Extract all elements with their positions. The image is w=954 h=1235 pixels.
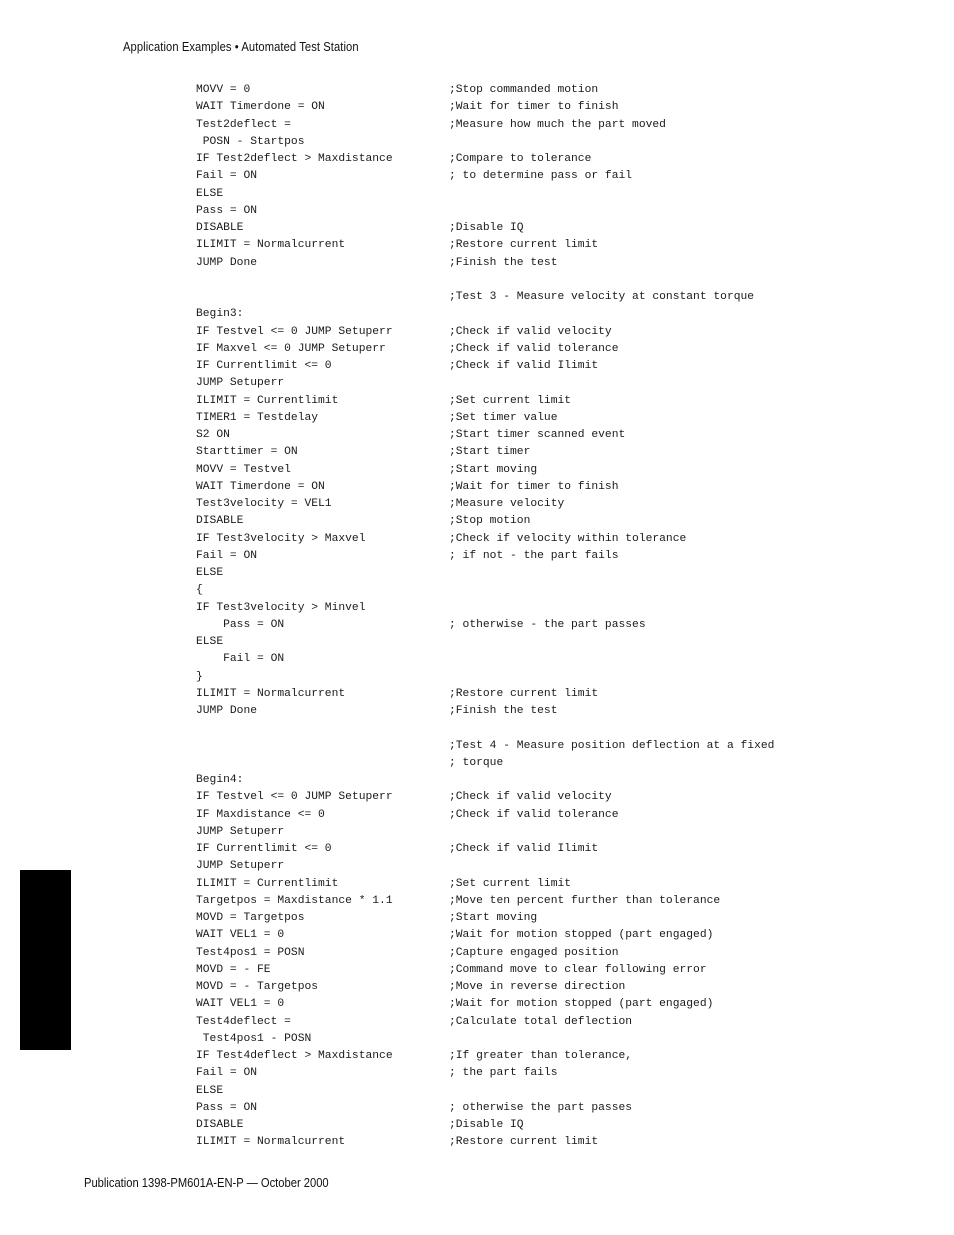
code-statement: ILIMIT = Normalcurrent [196,687,346,700]
code-line [196,237,836,254]
code-comment: ;Command move to clear following error [449,963,707,976]
code-line [196,807,836,824]
chapter-tab-marker [20,870,71,1050]
code-statement: DISABLE [196,1119,244,1131]
code-line [196,427,836,444]
code-comment: ;Disable IQ [449,222,524,234]
code-statement: IF Test3velocity > Minvel [196,601,366,614]
code-statement: WAIT VEL1 = 0 [196,929,285,942]
code-line [196,600,836,617]
code-comment: ;Capture engaged position [449,946,619,959]
code-statement: ELSE [196,636,224,648]
code-statement: Test4pos1 = POSN [196,946,305,959]
code-comment: ; otherwise - the part passes [449,618,646,631]
code-comment: ;Restore current limit [449,1136,599,1149]
code-statement: Begin4: [196,774,244,786]
code-comment: ;Check if valid Ilimit [449,360,599,372]
code-line [196,772,836,789]
code-statement: IF Testvel <= 0 JUMP Setuperr [196,791,393,804]
code-statement: Test3velocity = VEL1 [196,498,332,510]
code-comment: ;Check if velocity within tolerance [449,532,687,545]
code-statement: S2 ON [196,429,230,441]
code-statement: ILIMIT = Currentlimit [196,877,339,890]
code-line [196,324,836,341]
code-line [196,496,836,513]
code-line [196,996,836,1013]
code-line [196,927,836,944]
code-statement: Fail = ON [196,653,285,666]
code-line [196,876,836,893]
code-comment: ;Check if valid tolerance [449,342,619,355]
code-line [196,1083,836,1100]
code-comment: ;Measure how much the part moved [449,118,666,131]
code-line [196,1065,836,1082]
code-line [196,289,836,306]
code-statement: IF Test4deflect > Maxdistance [196,1050,393,1062]
code-statement: ELSE [196,187,224,200]
code-statement: MOVV = Testvel [196,463,291,476]
code-statement: MOVV = 0 [196,84,251,96]
code-line [196,634,836,651]
code-line [196,410,836,427]
code-comment: ;Wait for motion stopped (part engaged) [449,929,714,942]
code-comment: ;Stop motion [449,515,531,528]
code-comment: ;Check if valid tolerance [449,808,619,821]
code-statement: Starttimer = ON [196,446,298,459]
code-comment: ;Restore current limit [449,687,599,700]
code-comment: ;Wait for motion stopped (part engaged) [449,998,714,1011]
code-line [196,358,836,375]
code-line [196,841,836,858]
code-comment: ;Set current limit [449,877,572,890]
code-line [196,548,836,565]
code-statement: ILIMIT = Currentlimit [196,394,339,407]
code-line [196,393,836,410]
code-statement: WAIT Timerdone = ON [196,101,325,114]
code-comment: ;Start moving [449,912,538,924]
code-line [196,99,836,116]
code-line [196,134,836,151]
code-comment: ;Measure velocity [449,498,565,510]
code-statement: IF Test2deflect > Maxdistance [196,153,393,165]
code-statement: DISABLE [196,515,244,528]
code-line [196,1134,836,1151]
code-comment: ;Wait for timer to finish [449,480,619,493]
code-line [196,565,836,582]
code-line [196,1100,836,1117]
code-line [196,513,836,530]
code-line [196,945,836,962]
code-line [196,151,836,168]
code-line [196,1031,836,1048]
code-comment: ;Test 3 - Measure velocity at constant torque [449,291,755,303]
code-statement: IF Test3velocity > Maxvel [196,532,366,545]
code-comment: ;Start moving [449,463,538,476]
code-statement: Targetpos = Maxdistance * 1.1 [196,894,393,907]
code-statement: JUMP Done [196,705,258,717]
code-line [196,220,836,237]
code-statement: TIMER1 = Testdelay [196,411,319,424]
code-comment: ;Disable IQ [449,1119,524,1131]
code-statement: ILIMIT = Normalcurrent [196,1136,346,1149]
code-statement: Test2deflect = [196,118,291,131]
code-comment: ;Set timer value [449,411,558,424]
code-comment: ;Check if valid Ilimit [449,843,599,855]
code-statement: ELSE [196,1084,224,1097]
code-line [196,962,836,979]
code-line [196,738,836,755]
code-comment: ;Finish the test [449,705,558,717]
code-statement: DISABLE [196,222,244,234]
code-line [196,531,836,548]
code-comment: ;Move ten percent further than tolerance [449,894,721,907]
code-line [196,582,836,599]
code-statement: Test4pos1 - POSN [196,1032,312,1045]
code-line [196,824,836,841]
code-statement: IF Currentlimit <= 0 [196,843,332,855]
code-comment: ; to determine pass or fail [449,170,633,183]
code-statement: Pass = ON [196,618,285,631]
code-line [196,720,836,737]
code-statement: JUMP Setuperr [196,860,285,873]
code-line [196,686,836,703]
code-statement: IF Testvel <= 0 JUMP Setuperr [196,325,393,338]
code-line [196,168,836,185]
code-statement: Pass = ON [196,1101,258,1114]
code-line [196,186,836,203]
code-statement: IF Maxdistance <= 0 [196,808,325,821]
code-line [196,858,836,875]
code-comment: ; torque [449,756,504,769]
code-comment: ;Calculate total deflection [449,1015,633,1028]
code-line [196,979,836,996]
code-comment: ; otherwise the part passes [449,1101,633,1114]
code-statement: JUMP Setuperr [196,825,285,838]
code-statement: MOVD = - Targetpos [196,981,319,993]
code-line [196,651,836,668]
code-line [196,1014,836,1031]
code-comment: ;Set current limit [449,394,572,407]
code-statement: Pass = ON [196,204,258,217]
code-line [196,669,836,686]
code-statement: IF Maxvel <= 0 JUMP Setuperr [196,342,386,355]
code-statement: ILIMIT = Normalcurrent [196,239,346,252]
code-comment: ;Stop commanded motion [449,84,599,96]
code-statement: Begin3: [196,308,244,321]
code-line [196,255,836,272]
code-statement: WAIT Timerdone = ON [196,480,325,493]
code-comment: ;Finish the test [449,256,558,269]
code-statement: ELSE [196,567,224,579]
code-line [196,341,836,358]
code-line [196,82,836,99]
code-statement: { [196,584,203,597]
code-statement: MOVD = - FE [196,963,271,976]
code-line [196,306,836,323]
code-line [196,272,836,289]
running-header: Application Examples • Automated Test Station [123,39,359,54]
code-line [196,1048,836,1065]
code-comment: ;Test 4 - Measure position deflection at a fixed [449,739,775,752]
code-statement: Fail = ON [196,1067,258,1080]
code-comment: ;Restore current limit [449,239,599,252]
code-line [196,617,836,634]
code-line [196,755,836,772]
code-line [196,375,836,392]
code-statement: Fail = ON [196,170,258,183]
code-comment: ;Check if valid velocity [449,791,612,804]
code-line [196,789,836,806]
code-comment: ;If greater than tolerance, [449,1050,633,1062]
code-comment: ;Wait for timer to finish [449,101,619,114]
code-comment: ;Move in reverse direction [449,981,626,993]
code-statement: } [196,670,203,683]
code-line [196,117,836,134]
code-statement: Test4deflect = [196,1015,291,1028]
code-comment: ;Compare to tolerance [449,153,592,165]
code-statement: JUMP Done [196,256,258,269]
code-listing [196,82,836,1152]
code-line [196,203,836,220]
code-line [196,479,836,496]
code-line [196,703,836,720]
publication-footer: Publication 1398-PM601A-EN-P — October 2000 [84,1175,329,1190]
code-statement: JUMP Setuperr [196,377,285,390]
code-comment: ; the part fails [449,1067,558,1080]
code-comment: ;Start timer scanned event [449,429,626,441]
code-line [196,910,836,927]
code-comment: ;Check if valid velocity [449,325,612,338]
code-statement: MOVD = Targetpos [196,912,305,924]
code-statement: WAIT VEL1 = 0 [196,998,285,1011]
code-statement: IF Currentlimit <= 0 [196,360,332,372]
code-line [196,1117,836,1134]
code-statement: POSN - Startpos [196,135,305,148]
code-statement: Fail = ON [196,549,258,562]
code-line [196,893,836,910]
code-comment: ;Start timer [449,446,531,459]
code-comment: ; if not - the part fails [449,549,619,562]
code-line [196,462,836,479]
code-line [196,444,836,461]
